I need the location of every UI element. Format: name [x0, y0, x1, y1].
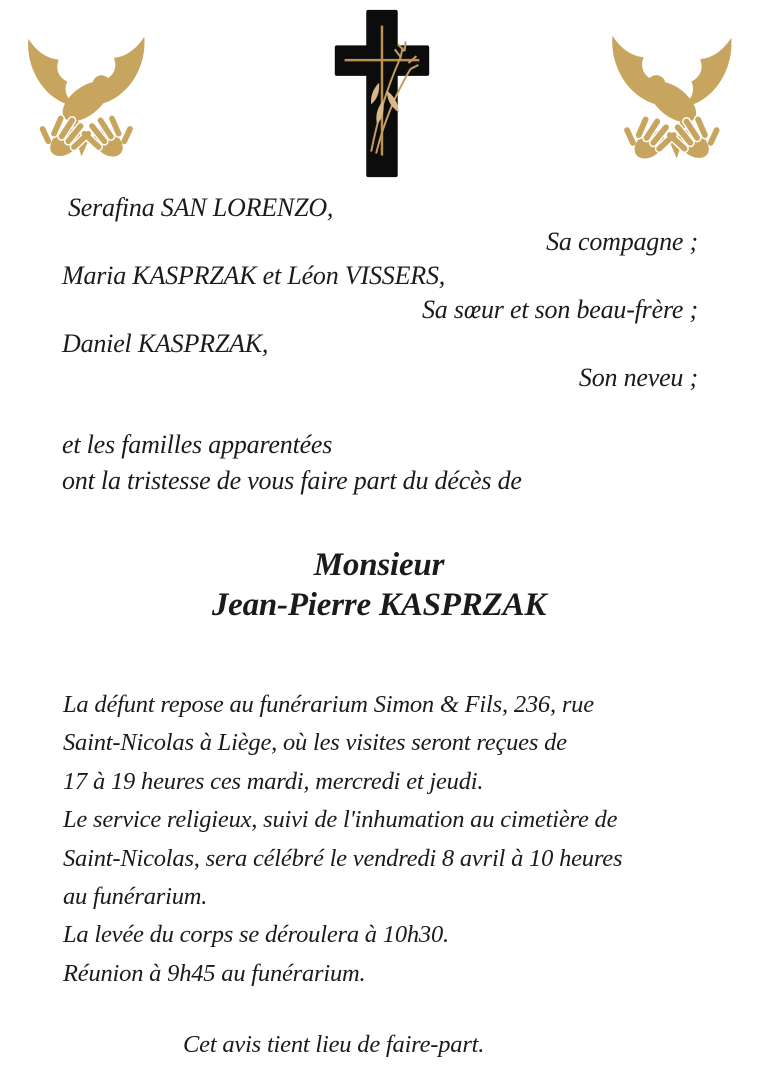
details-line: Réunion à 9h45 au funérarium. [63, 959, 366, 987]
dove-with-hands-icon [588, 27, 744, 173]
relative-names: Daniel KASPRZAK, [62, 329, 269, 358]
deceased-title: Monsieur [313, 547, 445, 583]
intro-line: ont la tristesse de vous faire part du décès de [62, 466, 522, 495]
closing-notice: Cet avis tient lieu de faire-part. [183, 1031, 485, 1058]
details-line: Le service religieux, suivi de l'inhumation au cimetière de [63, 806, 618, 834]
details-line: La levée du corps se déroulera à 10h30. [63, 921, 449, 949]
details-line: au funérarium. [63, 883, 208, 911]
intro-block [62, 427, 522, 499]
relative-names: Serafina SAN LORENZO, [68, 193, 334, 222]
details-line: Saint-Nicolas à Liège, où les visites seront reçues de [63, 729, 567, 757]
details-line: Saint-Nicolas, sera célébré le vendredi 8 avril à 10 heures [63, 844, 623, 872]
intro-line: et les familles apparentées [62, 430, 333, 459]
dove-with-hands-icon [16, 28, 168, 171]
relative-relation: Son neveu ; [578, 363, 698, 392]
funeral-details [63, 686, 622, 993]
details-line: La défunt repose au funérarium Simon & Fils, 236, rue [63, 691, 594, 718]
deceased-block [0, 545, 758, 625]
details-line: 17 à 19 heures ces mardi, mercredi et jeudi. [63, 767, 484, 795]
memorial-cross-icon [322, 6, 440, 183]
relative-relation: Sa compagne ; [546, 227, 698, 256]
relative-relation: Sa sœur et son beau-frère ; [422, 295, 698, 324]
relatives-list [62, 191, 698, 395]
relative-names: Maria KASPRZAK et Léon VISSERS, [62, 261, 446, 290]
deceased-name: Jean-Pierre KASPRZAK [211, 587, 547, 623]
